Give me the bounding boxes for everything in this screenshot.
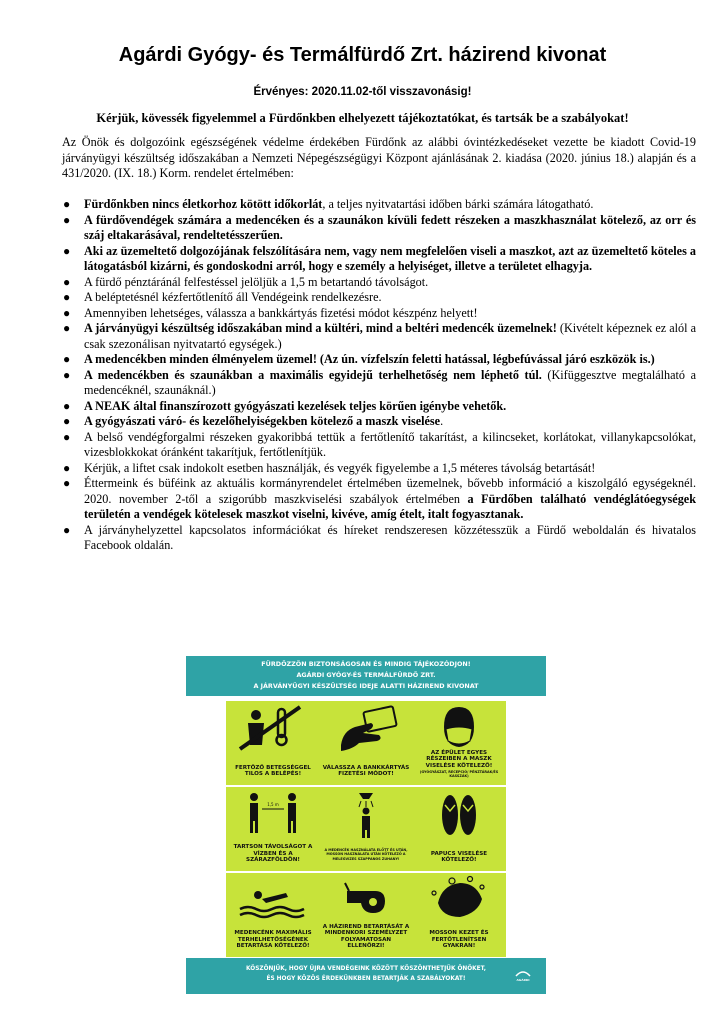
bullet-icon: ● (63, 429, 71, 444)
rule-text: A belső vendégforgalmi részeken gyakoribbá tettük a fertőtlenítő takarítást, a kilincseket, korlátokat, villanykapcsolókat, vizesblokkokat óránként takarítjuk, fertőtlenítjük. (84, 429, 696, 459)
rule-bold: Fürdőnkben nincs életkorhoz kötött időkorlát (84, 197, 323, 211)
rule-bold: Aki az üzemeltető dolgozójának felszólítására nem, vagy nem megfelelően viseli a maszkot, azt az üzemeltető köteles a látogatásból kizárni, és gondoskodni arról, hogy e személy a helyiséget, illetve a területet elhagyja. (84, 243, 696, 273)
bullet-icon: ● (63, 243, 71, 258)
tile-mask-required (412, 701, 506, 785)
rule-item (62, 414, 696, 430)
house-rules-poster (186, 656, 546, 994)
poster-header-line: AGÁRDI GYÓGY-ÉS TERMÁLFÜRDŐ ZRT. (296, 671, 436, 679)
rule-item (62, 368, 696, 399)
tile-caption: PAPUCS VISELÉSE KÖTELEZŐ! (430, 850, 488, 864)
rule-text: A beléptetésnél kézfertőtlenítő áll Vendégeink rendelkezésre. (84, 290, 382, 304)
poster-footer (186, 958, 546, 994)
bullet-icon: ● (63, 367, 71, 382)
tile-caption: A HÁZIREND BETARTÁSÁT A MINDENKORI SZEMÉLYZET FOLYAMATOSAN ELLENŐRZI! (322, 923, 410, 950)
bullet-icon: ● (63, 414, 71, 428)
rule-bold: A medencékben minden élményelem üzemel! (Az ún. vízfelszín feletti hatással, légbefúvással járó eszközök is.) (84, 352, 655, 366)
rule-text: Amennyiben lehetséges, válassza a bankkártyás fizetési módot készpénz helyett! (84, 305, 478, 320)
bullet-icon: ● (63, 352, 71, 366)
tile-caption-main: AZ ÉPÜLET EGYES RÉSZEIBEN A MASZK VISELÉSE KÖTELEZŐ! (425, 749, 493, 769)
rule-bold: a Fürdőben található vendéglátóegységek területén a vendégek kötelesek maszkot viselni, kivéve, amíg ételt, italt fogyasztanak. (84, 491, 696, 521)
rule-text: (Kifüggesztve megtalálható a medencéknél, szaunáknál.) (84, 367, 697, 397)
bullet-icon: ● (63, 290, 71, 304)
tile-wash-hands (412, 873, 506, 957)
rule-item (62, 321, 696, 352)
tile-keep-distance (226, 787, 320, 871)
rule-item (62, 213, 696, 244)
poster-footer-line: ÉS HOGY KÖZÖS ÉRDEKÜNKBEN BETARTJÁK A SZABÁLYOKAT! (266, 976, 466, 982)
validity-date: Érvényes: 2020.11.02-től visszavonásig! (253, 86, 472, 98)
agardi-logo-icon (514, 968, 532, 982)
tile-caption: TARTSON TÁVOLSÁGOT A VÍZBEN ÉS A SZÁRAZFÖLDÖN! (233, 844, 313, 864)
tile-caption: FERTŐZŐ BETEGSÉGGEL TILOS A BELÉPÉS! (235, 764, 311, 778)
rule-item (62, 197, 696, 213)
rule-item (62, 306, 696, 322)
rule-bold: A fürdővendégek számára a medencéken és a szaunákon kívüli fedett részeken a maszkhasználat kötelező, az orr és száj eltakarásával, rendeltetésszerűen. (84, 212, 696, 242)
bullet-icon: ● (63, 305, 71, 320)
rule-item (62, 275, 696, 291)
bullet-icon: ● (63, 522, 71, 537)
bullet-icon: ● (63, 460, 71, 475)
tile-no-sick-entry (226, 701, 320, 785)
rule-bold: A járványügyi készültség időszakában mind a kültéri, mind a beltéri medencék üzemelnek! (84, 321, 557, 335)
rule-text: Éttermeink és büféink az aktuális kormányrendelet értelmében üzemelnek, bővebb információ a kiszolgáló egységeknél. 2020. november 2-től a szigorúbb maszkviselési szabályok értelmében (84, 476, 696, 506)
rule-bold: A gyógyászati váró- és kezelőhelyiségekben kötelező a maszk viselése (84, 414, 441, 428)
poster-header-line: A JÁRVÁNYÜGYI KÉSZÜLTSÉG IDEJE ALATTI HÁZIREND KIVONAT (253, 682, 479, 690)
bullet-icon: ● (63, 398, 71, 413)
tile-staff-check (319, 873, 413, 957)
rule-text: A járványhelyzettel kapcsolatos információkat és híreket rendszeresen közzétesszük a Fürdő weboldalán és hivatalos Facebook oldalán. (84, 522, 696, 552)
rule-text: A fürdő pénztáránál felfestéssel jelöljük a 1,5 m betartandó távolságot. (84, 274, 429, 289)
tile-shower (319, 787, 413, 871)
tile-caption-sub: (GYÓGYÁSZAT, RECEPCIÓ/ PÉNZTÁRAK/ÉS KASSZÁK) (419, 769, 499, 778)
rule-item (62, 244, 696, 275)
poster-header (186, 656, 546, 696)
tile-caption: MEDENCÉNK MAXIMÁLIS TERHELHETŐSÉGÉNEK BETARTÁSA KÖTELEZŐ! (234, 930, 312, 950)
tile-caption: A MEDENCÉK HASZNÁLATA ELŐTT ÉS UTÁN, MOSSON HASZNÁLATA UTÁN KÖTELEZŐ A MELEGVIZES SZAPPANOS ZUHANY! (324, 848, 408, 861)
rule-item (62, 399, 696, 415)
poster-footer-line: KÖSZÖNJÜK, HOGY ÚJRA VENDÉGEINK KÖZÖTT KÖSZÖNTHETJÜK ÖNÖKET, (246, 966, 486, 972)
distance-label: 1,5 m (267, 802, 279, 807)
rule-text: Kérjük, a liftet csak indokolt esetben használják, és vegyék figyelembe a 1,5 méteres távolság betartását! (84, 460, 596, 475)
bullet-icon: ● (63, 212, 71, 227)
rule-item (62, 461, 696, 477)
rule-text: . (440, 414, 444, 428)
rule-item (62, 523, 696, 554)
rule-item (62, 476, 696, 523)
page-title: Agárdi Gyógy- és Termálfürdő Zrt. házirend kivonat (118, 44, 607, 66)
rule-item (62, 290, 696, 306)
bullet-icon: ● (63, 321, 71, 335)
rule-item (62, 430, 696, 461)
rule-bold: A medencékben és szaunákban a maximális egyidejű terhelhetőség nem léphető túl. (84, 367, 542, 382)
rules-list (62, 197, 696, 554)
bullet-icon: ● (63, 274, 71, 289)
rule-bold: A NEAK által finanszírozott gyógyászati kezelések teljes körűen igénybe vehetők. (84, 398, 507, 413)
tile-card-payment (319, 701, 413, 785)
tile-pool-capacity (226, 873, 320, 957)
tile-caption: VÁLASSZA A BANKKÁRTYÁS FIZETÉSI MÓDOT! (322, 764, 410, 778)
request-line: Kérjük, kövessék figyelemmel a Fürdőnkben elhelyezett tájékoztatókat, és tartsák be a szabályokat! (96, 111, 629, 125)
tile-caption (415, 750, 503, 778)
rule-text: (Kivételt képeznek ez alól a csak szezonálisan nyitvatartó egységek.) (84, 321, 696, 351)
poster-header-line: FÜRDŐZZÖN BIZTONSÁGOSAN ÉS MINDIG TÁJÉKOZÓDJON! (261, 660, 471, 668)
tile-slippers (412, 787, 506, 871)
logo-text: AGÁRDI (516, 978, 530, 982)
tile-caption: MOSSON KEZET ÉS FERTŐTLENÍTSEN GYAKRAN! (429, 930, 489, 950)
bullet-icon: ● (63, 197, 71, 211)
rule-text: , a teljes nyitvatartási időben bárki számára látogatható. (322, 197, 594, 211)
rule-item (62, 352, 696, 368)
bullet-icon: ● (63, 476, 71, 490)
intro-paragraph: Az Önök és dolgozóink egészségének védelme érdekében Fürdőnk az alábbi óvintézkedéseket vezette be kiadott Covid-19 járványügyi készültség időszakában a Nemzeti Népegészségügyi Központ ajánlásának 2. kiadása (2020. június 18.) alapján és a 431/2020. (IX. 18.) Korm. rendelet értelmében: (62, 135, 696, 180)
